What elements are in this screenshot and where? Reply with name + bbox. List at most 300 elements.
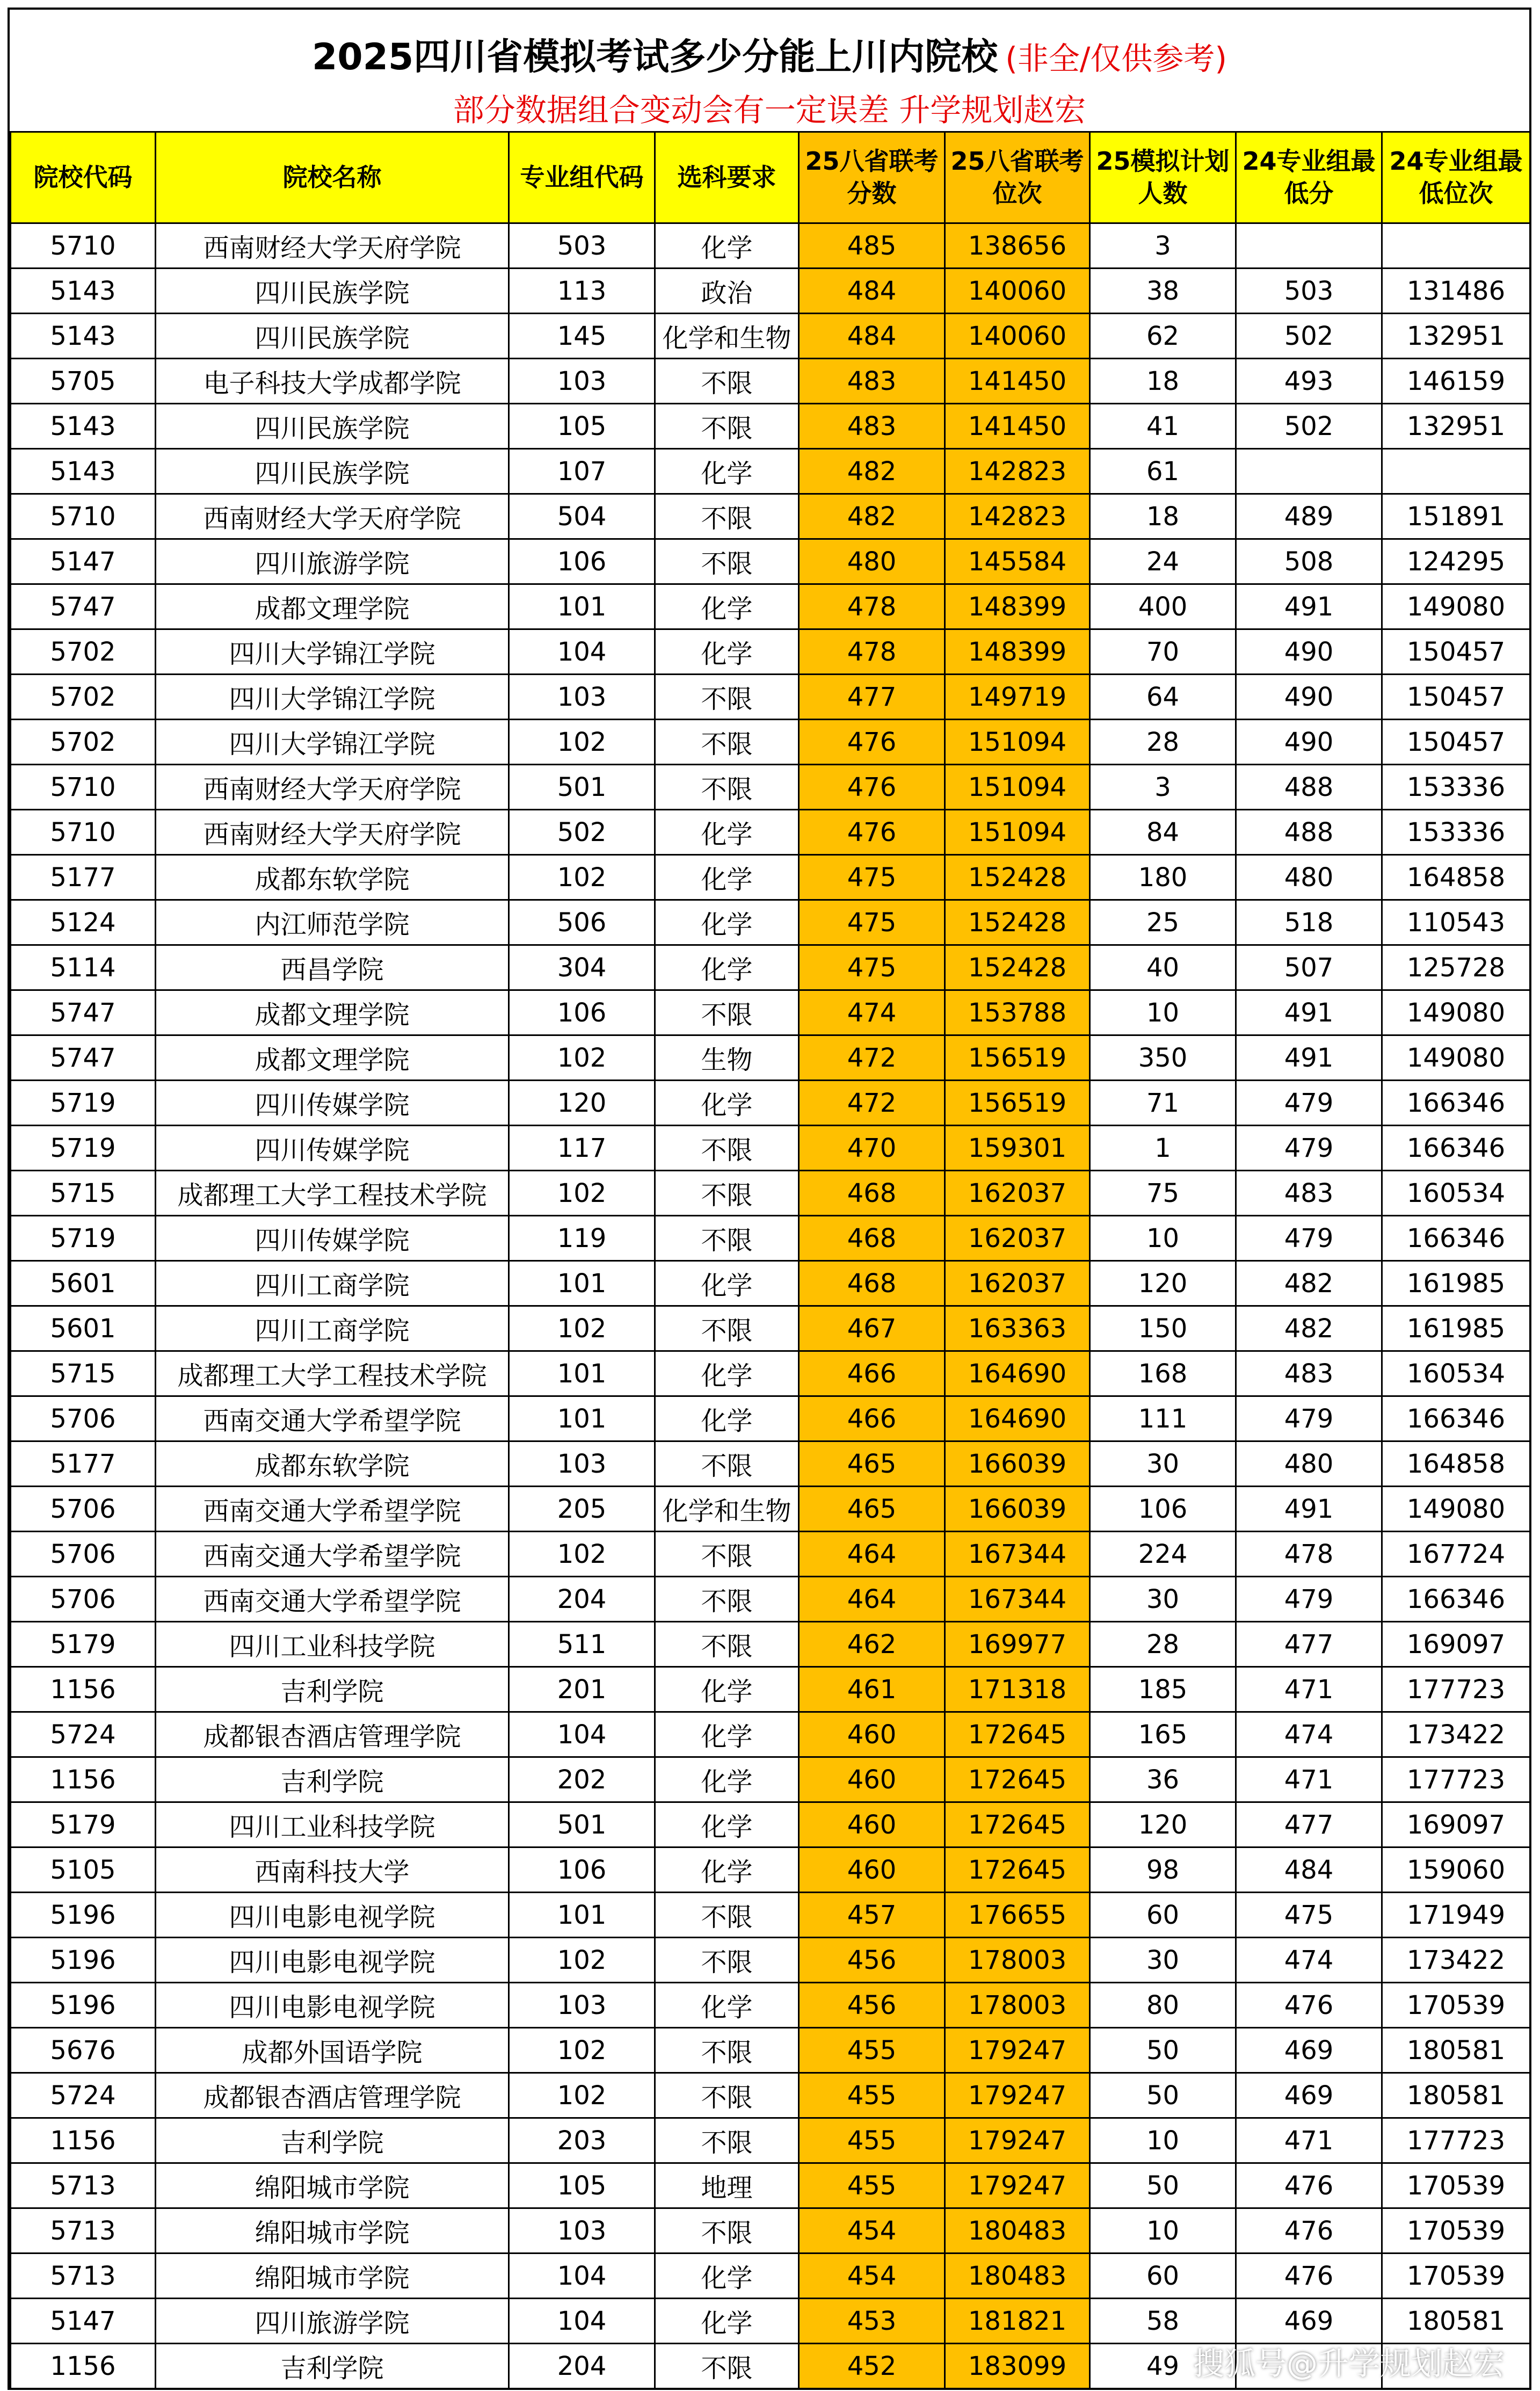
cell-plan-2025: 10 [1090, 1216, 1236, 1261]
cell-score-2025: 485 [799, 223, 945, 269]
cell-min-rank-2024: 125728 [1382, 945, 1530, 990]
table-row [11, 1893, 1530, 1938]
cell-min-score-2024: 490 [1236, 720, 1382, 765]
cell-rank-2025: 178003 [945, 1938, 1090, 1983]
cell-subject-req: 地理 [655, 2163, 799, 2208]
cell-school-code: 5702 [11, 629, 156, 675]
cell-score-2025: 460 [799, 1847, 945, 1893]
table-row [11, 1261, 1530, 1306]
cell-score-2025: 483 [799, 359, 945, 404]
table-row [11, 359, 1530, 404]
table-row [11, 314, 1530, 359]
cell-rank-2025: 149719 [945, 675, 1090, 720]
cell-min-score-2024: 477 [1236, 1802, 1382, 1847]
cell-plan-2025: 75 [1090, 1171, 1236, 1216]
cell-min-score-2024: 491 [1236, 584, 1382, 629]
cell-plan-2025: 350 [1090, 1035, 1236, 1081]
cell-score-2025: 474 [799, 990, 945, 1035]
cell-min-score-2024: 490 [1236, 675, 1382, 720]
table-row [11, 1622, 1530, 1667]
cell-min-score-2024: 469 [1236, 2073, 1382, 2118]
cell-school-name: 四川工业科技学院 [156, 1622, 509, 1667]
cell-group-code: 104 [509, 1712, 655, 1757]
cell-score-2025: 478 [799, 629, 945, 675]
cell-group-code: 205 [509, 1487, 655, 1532]
cell-min-score-2024: 489 [1236, 494, 1382, 539]
cell-subject-req: 化学 [655, 1667, 799, 1712]
cell-school-name: 绵阳城市学院 [156, 2163, 509, 2208]
cell-school-code: 5747 [11, 1035, 156, 1081]
cell-school-name: 四川大学锦江学院 [156, 720, 509, 765]
cell-subject-req: 不限 [655, 2344, 799, 2389]
table-row [11, 629, 1530, 675]
cell-group-code: 502 [509, 810, 655, 855]
cell-min-score-2024: 488 [1236, 810, 1382, 855]
table-row [11, 765, 1530, 810]
cell-school-name: 四川电影电视学院 [156, 1938, 509, 1983]
column-header-rank-2025: 25八省联考 位次 [945, 132, 1090, 223]
cell-group-code: 113 [509, 269, 655, 314]
cell-min-rank-2024: 161985 [1382, 1261, 1530, 1306]
cell-group-code: 103 [509, 675, 655, 720]
cell-school-code: 5601 [11, 1261, 156, 1306]
cell-school-code: 5710 [11, 765, 156, 810]
cell-school-code: 5143 [11, 449, 156, 494]
cell-rank-2025: 172645 [945, 1712, 1090, 1757]
cell-group-code: 119 [509, 1216, 655, 1261]
cell-plan-2025: 71 [1090, 1081, 1236, 1126]
cell-min-rank-2024: 171949 [1382, 1893, 1530, 1938]
cell-group-code: 101 [509, 1396, 655, 1441]
cell-group-code: 102 [509, 1035, 655, 1081]
table-row [11, 539, 1530, 584]
cell-rank-2025: 180483 [945, 2254, 1090, 2299]
cell-min-rank-2024: 166346 [1382, 1396, 1530, 1441]
cell-school-code: 5601 [11, 1306, 156, 1351]
cell-rank-2025: 156519 [945, 1081, 1090, 1126]
cell-min-rank-2024: 150457 [1382, 629, 1530, 675]
cell-min-rank-2024: 166346 [1382, 1126, 1530, 1171]
cell-rank-2025: 166039 [945, 1487, 1090, 1532]
cell-school-code: 5177 [11, 855, 156, 900]
cell-score-2025: 467 [799, 1306, 945, 1351]
cell-school-name: 成都文理学院 [156, 1035, 509, 1081]
cell-min-score-2024: 471 [1236, 1667, 1382, 1712]
table-row [11, 1441, 1530, 1487]
cell-min-rank-2024: 131486 [1382, 269, 1530, 314]
cell-subject-req: 政治 [655, 269, 799, 314]
cell-school-code: 5719 [11, 1216, 156, 1261]
cell-min-rank-2024: 149080 [1382, 990, 1530, 1035]
cell-school-code: 5719 [11, 1126, 156, 1171]
cell-school-name: 吉利学院 [156, 2118, 509, 2163]
cell-group-code: 511 [509, 1622, 655, 1667]
table-row [11, 1667, 1530, 1712]
cell-plan-2025: 50 [1090, 2163, 1236, 2208]
cell-rank-2025: 142823 [945, 494, 1090, 539]
cell-score-2025: 457 [799, 1893, 945, 1938]
cell-subject-req: 不限 [655, 675, 799, 720]
cell-score-2025: 452 [799, 2344, 945, 2389]
cell-min-score-2024: 508 [1236, 539, 1382, 584]
cell-plan-2025: 3 [1090, 223, 1236, 269]
cell-min-score-2024: 502 [1236, 314, 1382, 359]
cell-school-name: 四川工商学院 [156, 1261, 509, 1306]
cell-rank-2025: 181821 [945, 2299, 1090, 2344]
cell-rank-2025: 140060 [945, 269, 1090, 314]
cell-plan-2025: 120 [1090, 1261, 1236, 1306]
cell-rank-2025: 153788 [945, 990, 1090, 1035]
cell-score-2025: 454 [799, 2254, 945, 2299]
cell-plan-2025: 1 [1090, 1126, 1236, 1171]
cell-plan-2025: 120 [1090, 1802, 1236, 1847]
cell-plan-2025: 62 [1090, 314, 1236, 359]
cell-plan-2025: 185 [1090, 1667, 1236, 1712]
table-row [11, 1983, 1530, 2028]
cell-plan-2025: 111 [1090, 1396, 1236, 1441]
cell-school-name: 西南财经大学天府学院 [156, 494, 509, 539]
cell-plan-2025: 106 [1090, 1487, 1236, 1532]
cell-plan-2025: 41 [1090, 404, 1236, 449]
cell-school-name: 成都文理学院 [156, 990, 509, 1035]
cell-rank-2025: 176655 [945, 1893, 1090, 1938]
cell-min-rank-2024: 180581 [1382, 2299, 1530, 2344]
cell-plan-2025: 50 [1090, 2028, 1236, 2073]
cell-min-rank-2024: 169097 [1382, 1802, 1530, 1847]
cell-rank-2025: 152428 [945, 945, 1090, 990]
cell-min-rank-2024: 164858 [1382, 1441, 1530, 1487]
table-row [11, 1712, 1530, 1757]
table-row [11, 1351, 1530, 1396]
cell-school-code: 5179 [11, 1802, 156, 1847]
cell-rank-2025: 183099 [945, 2344, 1090, 2389]
subtitle: 部分数据组合变动会有一定误差 升学规划赵宏 [453, 92, 1086, 128]
cell-rank-2025: 141450 [945, 359, 1090, 404]
cell-subject-req: 不限 [655, 765, 799, 810]
cell-plan-2025: 25 [1090, 900, 1236, 945]
cell-rank-2025: 179247 [945, 2073, 1090, 2118]
cell-school-code: 5747 [11, 584, 156, 629]
cell-school-name: 成都文理学院 [156, 584, 509, 629]
cell-rank-2025: 179247 [945, 2118, 1090, 2163]
cell-school-code: 5710 [11, 223, 156, 269]
column-header-school-name: 院校名称 [156, 132, 509, 223]
cell-min-score-2024: 480 [1236, 1441, 1382, 1487]
cell-group-code: 102 [509, 2028, 655, 2073]
cell-subject-req: 化学 [655, 945, 799, 990]
cell-min-rank-2024: 180581 [1382, 2028, 1530, 2073]
table-row [11, 1938, 1530, 1983]
table-row [11, 1171, 1530, 1216]
table-row [11, 1306, 1530, 1351]
table-row [11, 2073, 1530, 2118]
cell-subject-req: 化学 [655, 900, 799, 945]
cell-school-code: 5143 [11, 404, 156, 449]
cell-min-rank-2024: 170539 [1382, 2163, 1530, 2208]
cell-school-name: 西南财经大学天府学院 [156, 810, 509, 855]
cell-school-name: 西南科技大学 [156, 1847, 509, 1893]
cell-school-name: 成都银杏酒店管理学院 [156, 1712, 509, 1757]
cell-plan-2025: 30 [1090, 1577, 1236, 1622]
cell-group-code: 501 [509, 1802, 655, 1847]
cell-group-code: 101 [509, 1351, 655, 1396]
table-body [11, 223, 1530, 2389]
cell-subject-req: 化学 [655, 855, 799, 900]
cell-school-code: 5124 [11, 900, 156, 945]
cell-min-score-2024: 471 [1236, 1757, 1382, 1802]
cell-subject-req: 不限 [655, 1577, 799, 1622]
cell-min-rank-2024: 170539 [1382, 2254, 1530, 2299]
cell-school-name: 吉利学院 [156, 1667, 509, 1712]
cell-school-name: 西昌学院 [156, 945, 509, 990]
cell-min-rank-2024: 149080 [1382, 1487, 1530, 1532]
cell-score-2025: 468 [799, 1216, 945, 1261]
cell-school-name: 西南财经大学天府学院 [156, 223, 509, 269]
cell-subject-req: 不限 [655, 1893, 799, 1938]
cell-group-code: 102 [509, 1171, 655, 1216]
cell-school-code: 5196 [11, 1983, 156, 2028]
cell-plan-2025: 30 [1090, 1441, 1236, 1487]
cell-school-code: 5179 [11, 1622, 156, 1667]
table-row [11, 2254, 1530, 2299]
watermark: 搜狐号@升学规划赵宏 [1193, 2345, 1505, 2382]
cell-min-score-2024: 490 [1236, 629, 1382, 675]
cell-score-2025: 475 [799, 945, 945, 990]
cell-score-2025: 475 [799, 855, 945, 900]
cell-rank-2025: 148399 [945, 629, 1090, 675]
table-row [11, 990, 1530, 1035]
cell-subject-req: 不限 [655, 404, 799, 449]
cell-plan-2025: 180 [1090, 855, 1236, 900]
cell-plan-2025: 24 [1090, 539, 1236, 584]
cell-plan-2025: 98 [1090, 1847, 1236, 1893]
cell-school-code: 1156 [11, 2118, 156, 2163]
cell-rank-2025: 180483 [945, 2208, 1090, 2254]
cell-plan-2025: 224 [1090, 1532, 1236, 1577]
cell-group-code: 103 [509, 1983, 655, 2028]
table-row [11, 2299, 1530, 2344]
cell-school-code: 1156 [11, 1757, 156, 1802]
cell-min-score-2024: 480 [1236, 855, 1382, 900]
cell-group-code: 106 [509, 990, 655, 1035]
cell-score-2025: 465 [799, 1487, 945, 1532]
table-row [11, 584, 1530, 629]
cell-min-rank-2024: 153336 [1382, 765, 1530, 810]
cell-rank-2025: 138656 [945, 223, 1090, 269]
cell-score-2025: 484 [799, 314, 945, 359]
cell-min-rank-2024: 151891 [1382, 494, 1530, 539]
cell-score-2025: 475 [799, 900, 945, 945]
table-row [11, 720, 1530, 765]
cell-plan-2025: 60 [1090, 2254, 1236, 2299]
cell-subject-req: 化学和生物 [655, 314, 799, 359]
cell-subject-req: 化学 [655, 1396, 799, 1441]
cell-subject-req: 化学 [655, 223, 799, 269]
cell-group-code: 102 [509, 720, 655, 765]
admission-table [10, 131, 1531, 2389]
cell-min-rank-2024: 166346 [1382, 1577, 1530, 1622]
cell-score-2025: 476 [799, 765, 945, 810]
cell-min-score-2024: 476 [1236, 1983, 1382, 2028]
cell-school-code: 5702 [11, 675, 156, 720]
table-row [11, 1216, 1530, 1261]
cell-plan-2025: 49 [1090, 2344, 1236, 2389]
cell-plan-2025: 18 [1090, 359, 1236, 404]
cell-score-2025: 484 [799, 269, 945, 314]
cell-min-score-2024: 479 [1236, 1396, 1382, 1441]
cell-min-rank-2024: 132951 [1382, 314, 1530, 359]
cell-rank-2025: 179247 [945, 2163, 1090, 2208]
cell-school-code: 5715 [11, 1171, 156, 1216]
cell-score-2025: 480 [799, 539, 945, 584]
cell-min-rank-2024 [1382, 449, 1530, 494]
cell-group-code: 501 [509, 765, 655, 810]
cell-school-code: 5724 [11, 2073, 156, 2118]
cell-school-code: 5706 [11, 1577, 156, 1622]
cell-min-rank-2024: 124295 [1382, 539, 1530, 584]
cell-score-2025: 456 [799, 1938, 945, 1983]
cell-rank-2025: 156519 [945, 1035, 1090, 1081]
cell-group-code: 103 [509, 359, 655, 404]
cell-min-score-2024: 476 [1236, 2254, 1382, 2299]
cell-school-name: 四川传媒学院 [156, 1216, 509, 1261]
cell-school-name: 成都外国语学院 [156, 2028, 509, 2073]
cell-subject-req: 化学 [655, 1081, 799, 1126]
cell-score-2025: 453 [799, 2299, 945, 2344]
table-row [11, 855, 1530, 900]
cell-group-code: 105 [509, 404, 655, 449]
cell-subject-req: 化学 [655, 1802, 799, 1847]
cell-group-code: 106 [509, 539, 655, 584]
cell-plan-2025: 64 [1090, 675, 1236, 720]
cell-school-code: 5705 [11, 359, 156, 404]
cell-rank-2025: 159301 [945, 1126, 1090, 1171]
cell-subject-req: 化学 [655, 810, 799, 855]
cell-school-code: 5177 [11, 1441, 156, 1487]
table-row [11, 1847, 1530, 1893]
table-row [11, 223, 1530, 269]
cell-min-score-2024: 478 [1236, 1532, 1382, 1577]
cell-score-2025: 478 [799, 584, 945, 629]
cell-rank-2025: 166039 [945, 1441, 1090, 1487]
cell-plan-2025: 70 [1090, 629, 1236, 675]
cell-score-2025: 472 [799, 1035, 945, 1081]
cell-school-name: 四川民族学院 [156, 449, 509, 494]
cell-group-code: 304 [509, 945, 655, 990]
cell-subject-req: 不限 [655, 1441, 799, 1487]
column-header-group-code: 专业组代码 [509, 132, 655, 223]
cell-school-name: 内江师范学院 [156, 900, 509, 945]
table-row [11, 2163, 1530, 2208]
cell-school-code: 5715 [11, 1351, 156, 1396]
cell-group-code: 107 [509, 449, 655, 494]
cell-subject-req: 不限 [655, 359, 799, 404]
cell-score-2025: 460 [799, 1712, 945, 1757]
cell-min-score-2024: 484 [1236, 1847, 1382, 1893]
cell-school-code: 5143 [11, 314, 156, 359]
cell-subject-req: 不限 [655, 1216, 799, 1261]
table-row [11, 1035, 1530, 1081]
cell-score-2025: 454 [799, 2208, 945, 2254]
cell-min-rank-2024: 170539 [1382, 1983, 1530, 2028]
cell-min-rank-2024: 173422 [1382, 1712, 1530, 1757]
cell-min-rank-2024: 150457 [1382, 675, 1530, 720]
cell-min-score-2024: 469 [1236, 2028, 1382, 2073]
cell-school-name: 西南交通大学希望学院 [156, 1396, 509, 1441]
cell-school-code: 5719 [11, 1081, 156, 1126]
cell-subject-req: 化学 [655, 1983, 799, 2028]
cell-school-name: 成都东软学院 [156, 855, 509, 900]
cell-school-name: 四川民族学院 [156, 404, 509, 449]
cell-subject-req: 化学和生物 [655, 1487, 799, 1532]
table-row [11, 2028, 1530, 2073]
cell-score-2025: 466 [799, 1351, 945, 1396]
cell-score-2025: 461 [799, 1667, 945, 1712]
table-row [11, 1126, 1530, 1171]
cell-min-score-2024: 482 [1236, 1261, 1382, 1306]
cell-score-2025: 470 [799, 1126, 945, 1171]
cell-school-code: 5143 [11, 269, 156, 314]
cell-plan-2025: 10 [1090, 2118, 1236, 2163]
table-header-row [11, 132, 1530, 223]
cell-rank-2025: 152428 [945, 900, 1090, 945]
cell-school-name: 成都理工大学工程技术学院 [156, 1171, 509, 1216]
cell-school-name: 绵阳城市学院 [156, 2208, 509, 2254]
cell-min-score-2024: 493 [1236, 359, 1382, 404]
cell-score-2025: 468 [799, 1171, 945, 1216]
cell-rank-2025: 151094 [945, 720, 1090, 765]
cell-score-2025: 455 [799, 2073, 945, 2118]
cell-score-2025: 464 [799, 1577, 945, 1622]
cell-school-code: 5702 [11, 720, 156, 765]
cell-subject-req: 化学 [655, 1712, 799, 1757]
cell-min-rank-2024: 166346 [1382, 1216, 1530, 1261]
cell-min-rank-2024: 180581 [1382, 2073, 1530, 2118]
table-row [11, 1577, 1530, 1622]
cell-group-code: 145 [509, 314, 655, 359]
cell-rank-2025: 162037 [945, 1261, 1090, 1306]
cell-group-code: 203 [509, 2118, 655, 2163]
cell-group-code: 101 [509, 1261, 655, 1306]
cell-plan-2025: 60 [1090, 1893, 1236, 1938]
cell-min-rank-2024: 167724 [1382, 1532, 1530, 1577]
cell-score-2025: 482 [799, 494, 945, 539]
cell-group-code: 504 [509, 494, 655, 539]
cell-score-2025: 477 [799, 675, 945, 720]
cell-group-code: 102 [509, 1532, 655, 1577]
cell-min-score-2024: 469 [1236, 2299, 1382, 2344]
cell-plan-2025: 168 [1090, 1351, 1236, 1396]
cell-school-code: 5724 [11, 1712, 156, 1757]
cell-min-rank-2024: 159060 [1382, 1847, 1530, 1893]
cell-rank-2025: 151094 [945, 810, 1090, 855]
cell-school-code: 5706 [11, 1487, 156, 1532]
cell-min-score-2024: 518 [1236, 900, 1382, 945]
cell-min-rank-2024: 153336 [1382, 810, 1530, 855]
cell-rank-2025: 140060 [945, 314, 1090, 359]
table-row [11, 1081, 1530, 1126]
cell-plan-2025: 50 [1090, 2073, 1236, 2118]
cell-score-2025: 466 [799, 1396, 945, 1441]
cell-min-rank-2024: 161985 [1382, 1306, 1530, 1351]
cell-min-score-2024 [1236, 449, 1382, 494]
cell-school-code: 5706 [11, 1396, 156, 1441]
cell-school-code: 5196 [11, 1938, 156, 1983]
cell-min-rank-2024: 170539 [1382, 2208, 1530, 2254]
cell-plan-2025: 150 [1090, 1306, 1236, 1351]
cell-school-name: 四川传媒学院 [156, 1081, 509, 1126]
cell-min-rank-2024: 177723 [1382, 1667, 1530, 1712]
